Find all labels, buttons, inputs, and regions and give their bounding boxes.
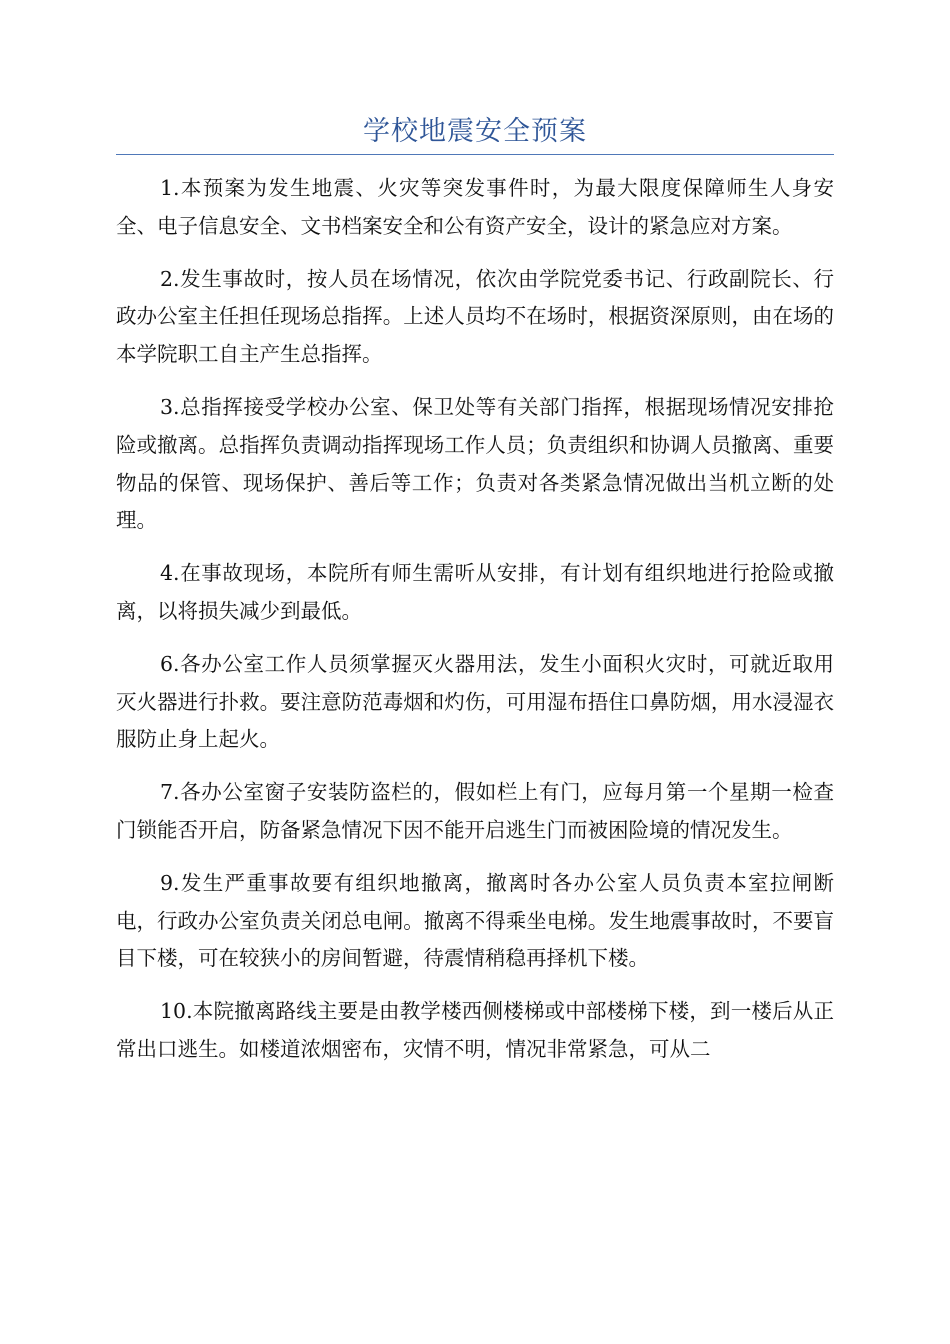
paragraph-1: 1.本预案为发生地震、火灾等突发事件时，为最大限度保障师生人身安全、电子信息安全、文书档案安全和公有资产安全，设计的紧急应对方案。 [116, 176, 834, 238]
paragraph-6: 6.各办公室工作人员须掌握灭火器用法，发生小面积火灾时，可就近取用灭火器进行扑救。要注意防范毒烟和灼伤，可用湿布捂住口鼻防烟，用水浸湿衣服防止身上起火。 [116, 651, 834, 752]
document-body [116, 170, 834, 1084]
paragraph-7: 7.各办公室窗子安装防盗栏的，假如栏上有门，应每月第一个星期一检查门锁能否开启，防备紧急情况下因不能开启逃生门而被困险境的情况发生。 [116, 780, 834, 842]
paragraph-4: 4.在事故现场，本院所有师生需听从安排，有计划有组织地进行抢险或撤离，以将损失减少到最低。 [116, 561, 834, 623]
document-title: 学校地震安全预案 [363, 116, 587, 147]
paragraph-10: 10.本院撤离路线主要是由教学楼西侧楼梯或中部楼梯下楼，到一楼后从正常出口逃生。如楼道浓烟密布，灾情不明，情况非常紧急，可从二 [116, 999, 834, 1061]
paragraph-2: 2.发生事故时，按人员在场情况，依次由学院党委书记、行政副院长、行政办公室主任担任现场总指挥。上述人员均不在场时，根据资深原则，由在场的本学院职工自主产生总指挥。 [116, 266, 834, 367]
paragraph-9: 9.发生严重事故要有组织地撤离，撤离时各办公室人员负责本室拉闸断电，行政办公室负责关闭总电闸。撤离不得乘坐电梯。发生地震事故时，不要盲目下楼，可在较狭小的房间暂避，待震情稍稳再择机下楼。 [116, 870, 834, 971]
paragraph-3: 3.总指挥接受学校办公室、保卫处等有关部门指挥，根据现场情况安排抢险或撤离。总指挥负责调动指挥现场工作人员；负责组织和协调人员撤离、重要物品的保管、现场保护、善后等工作；负责对各类紧急情况做出当机立断的处理。 [116, 394, 834, 533]
title-underline [116, 154, 834, 155]
